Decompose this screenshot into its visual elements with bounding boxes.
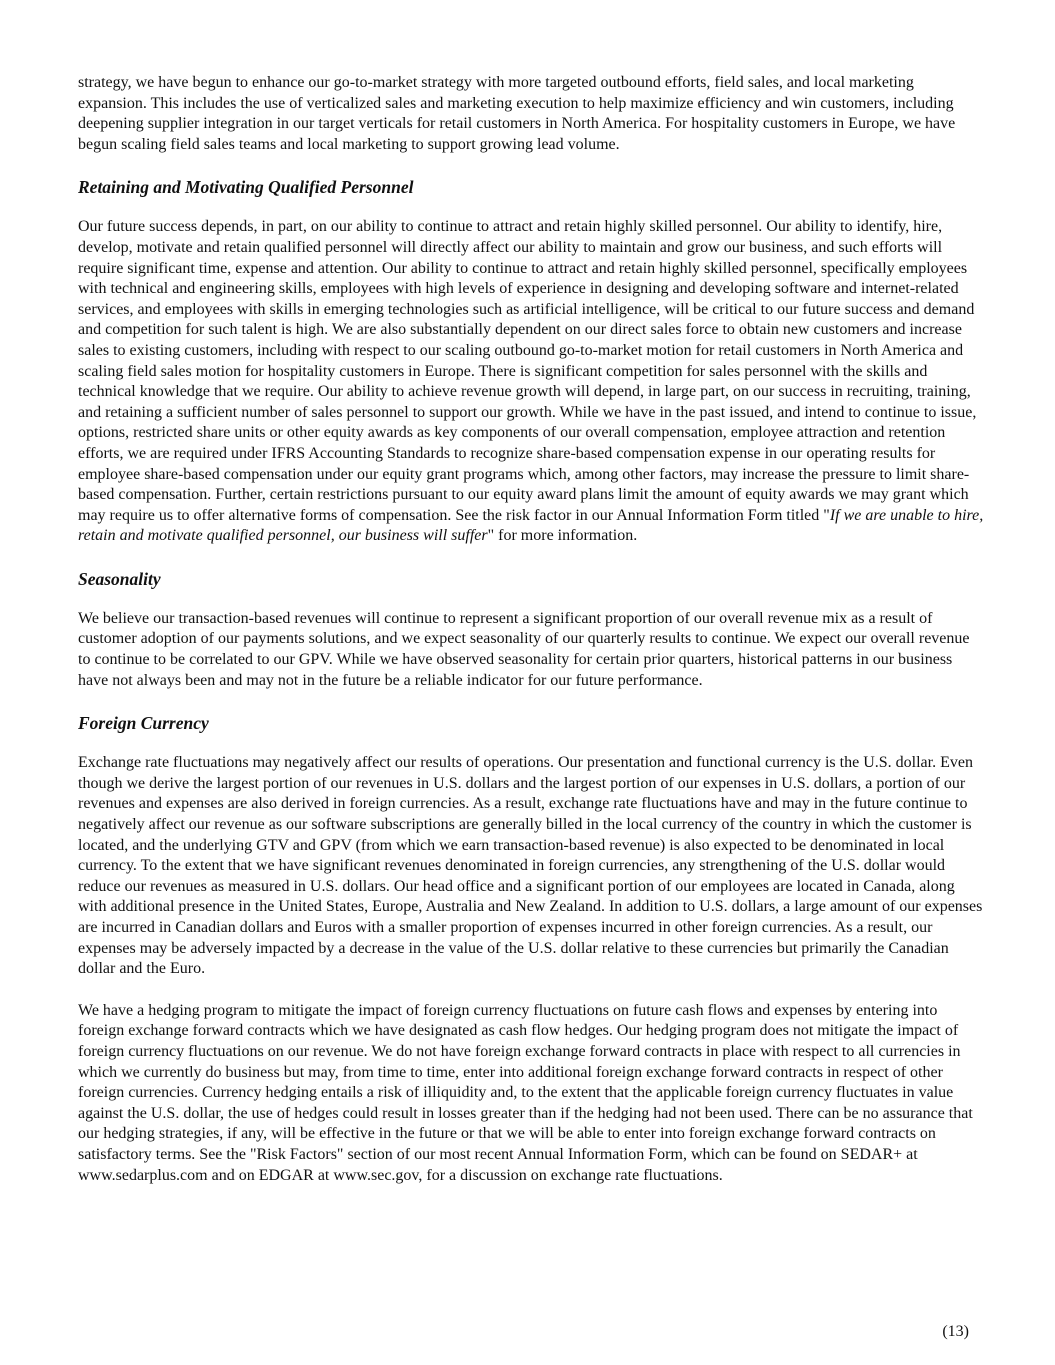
seasonality-paragraph: We believe our transaction-based revenues will continue to represent a significant proportion of our overall revenue mix as a result of customer adoption of our payments solutions, and we expect seasonality of our quarterly results to continue. We expect our overall revenue to continue to be correlated to our GPV. While we have observed seasonality for certain prior quarters, historical patterns in our business have not always been and may not in the future be a reliable indicator for our future performance. — [78, 609, 970, 689]
document-page — [78, 73, 984, 1186]
risk-factor-title: If we are unable to hire, retain and motivate qualified personnel, our business will suffer — [78, 506, 984, 545]
foreign-currency-paragraph-2: We have a hedging program to mitigate the impact of foreign currency fluctuations on future cash flows and expenses by entering into foreign exchange forward contracts which we have designated as cash flow hedges. Our hedging program does not mitigate the impact of foreign currency fluctuations on our revenue. We do not have foreign exchange forward contracts in place with respect to all currencies in which we currently do business but may, from time to time, enter into additional foreign exchange forward contracts in respect of other foreign currencies. Currency hedging entails a risk of illiquidity and, to the extent that the applicable foreign currency fluctuates in value against the U.S. dollar, the use of hedges could result in losses greater than if the hedging had not been used. There can be no assurance that our hedging strategies, if any, will be effective in the future or that we will be able to enter into foreign exchange forward contracts on satisfactory terms. See the "Risk Factors" section of our most recent Annual Information Form, which can be found on SEDAR+ at www.sedarplus.com and on EDGAR at www.sec.gov, for a discussion on exchange rate fluctuations. — [78, 1001, 973, 1184]
page-number: (13) — [942, 1323, 969, 1340]
personnel-text-after: " for more information. — [487, 527, 638, 545]
foreign-currency-heading: Foreign Currency — [78, 713, 209, 734]
seasonality-heading: Seasonality — [78, 568, 161, 589]
intro-paragraph: strategy, we have begun to enhance our go-to-market strategy with more targeted outbound efforts, field sales, and local marketing expansion. This includes the use of verticalized sales and marketing execution to help maximize efficiency and win customers, including deepening supplier integration in our target verticals for retail customers in North America. For hospitality customers in Europe, we have begun scaling field sales teams and local marketing to support growing lead volume. — [78, 74, 956, 153]
personnel-heading: Retaining and Motivating Qualified Personnel — [78, 177, 414, 198]
foreign-currency-paragraph-1: Exchange rate fluctuations may negatively affect our results of operations. Our presentation and functional currency is the U.S. dollar. Even though we derive the largest portion of our revenues in U.S. dollars and the largest portion of our expenses in U.S. dollars, a portion of our revenues and expenses are also derived in foreign currencies. As a result, exchange rate fluctuations have and may in the future continue to negatively affect our revenue as our software subscriptions are generally billed in the local currency of the country in which the customer is located, and the underlying GTV and GPV (from which we earn transaction-based revenue) is also expected to be denominated in local currency. To the extent that we have significant revenues denominated in foreign currencies, any strengthening of the U.S. dollar would reduce our revenues as measured in U.S. dollars. Our head office and a significant portion of our employees are located in Canada, along with additional presence in the United States, Europe, Australia and New Zealand. In addition to U.S. dollars, a large amount of our expenses are incurred in Canadian dollars and Euros with a smaller proportion of expenses incurred in other foreign currencies. As a result, our expenses may be adversely impacted by a decrease in the value of the U.S. dollar relative to these currencies but primarily the Canadian dollar and the Euro. — [78, 754, 983, 978]
personnel-paragraph — [78, 217, 984, 547]
personnel-text-before: Our future success depends, in part, on our ability to continue to attract and retain highly skilled personnel. Our ability to identify, hire, develop, motivate and retain qualified personnel will directly affect our ability to maintain and grow our business, and such efforts will require significant time, expense and attention. Our ability to continue to attract and retain highly skilled personnel, specifically employees with technical and engineering skills, employees with high levels of experience in designing and developing software and internet-related services, and employees with skills in emerging technologies such as artificial intelligence, will be critical to our future success and demand and competition for such talent is high. We are also substantially dependent on our direct sales force to obtain new customers and increase sales to existing customers, including with respect to our scaling outbound go-to-market motion for retail customers in North America and scaling field sales motion for hospitality customers in Europe. There is significant competition for sales personnel with the skills and technical knowledge that we require. Our ability to achieve revenue growth will depend, in large part, on our success in recruiting, training, and retaining a sufficient number of sales personnel to support our growth. While we have in the past issued, and intend to continue to issue, options, restricted share units or other equity awards as key components of our overall compensation, employee attraction and retention efforts, we are required under IFRS Accounting Standards to recognize share-based compensation expense in our operating results for employee share-based compensation under our equity grant programs which, among other factors, may increase the pressure to limit share-based compensation. Further, certain restrictions pursuant to our equity award plans limit the amount of equity awards we may grant which may require us to offer alternative forms of compensation. See the risk factor in our Annual Information Form titled " — [78, 218, 977, 524]
